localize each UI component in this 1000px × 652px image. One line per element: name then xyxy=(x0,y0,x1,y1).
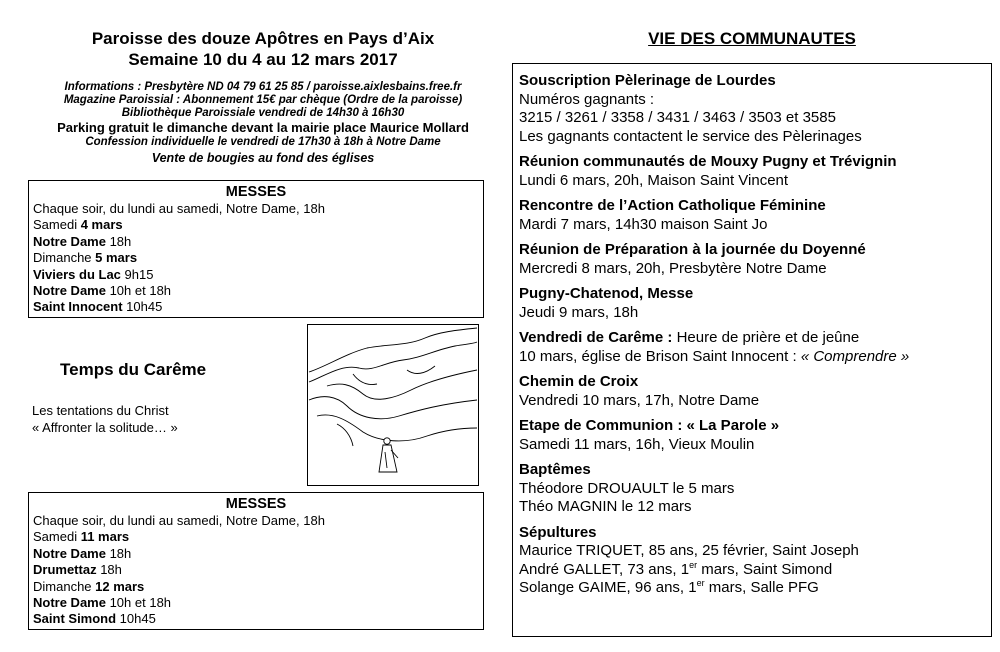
day-label: Dimanche xyxy=(33,250,96,266)
event-line: Mercredi 8 mars, 20h, Presbytère Notre Dame xyxy=(519,259,827,277)
event-title: Chemin de Croix xyxy=(519,373,639,390)
event-acf xyxy=(519,197,985,234)
lent-title: Temps du Carême xyxy=(60,360,207,379)
event-line xyxy=(519,348,985,367)
event-baptemes xyxy=(519,461,985,517)
event-line: Vendredi 10 mars, 17h, Notre Dame xyxy=(519,391,760,409)
event-line: Mardi 7 mars, 14h30 maison Saint Jo xyxy=(519,215,768,233)
daily-mass-line: Chaque soir, du lundi au samedi, Notre Dame, 18h xyxy=(33,513,325,528)
church: Saint Simond xyxy=(33,611,117,627)
mass-entry xyxy=(33,546,479,562)
line-part: mars, Salle PFG xyxy=(704,579,819,596)
mass-entry xyxy=(33,611,479,627)
church: Viviers du Lac xyxy=(33,266,121,282)
event-line: Théodore DROUAULT le 5 mars xyxy=(519,479,735,497)
church: Drumettaz xyxy=(33,562,97,578)
confession-line: Confession individuelle le vendredi de 17h30 à 18h à Notre Dame xyxy=(85,136,441,148)
day-label: Samedi xyxy=(33,529,81,545)
event-line xyxy=(519,561,985,580)
communities-box xyxy=(512,63,992,637)
saturday-line xyxy=(33,529,479,545)
date: 12 mars xyxy=(95,578,145,594)
lent-text xyxy=(32,402,178,436)
line-part: Solange GAIME, 96 ans, 1 xyxy=(519,579,697,596)
event-title-rest: Heure de prière et de jeûne xyxy=(672,329,860,346)
time: 10h45 xyxy=(116,611,156,627)
event-title: Sépultures xyxy=(519,523,597,541)
sunday-line xyxy=(33,250,479,266)
lent-line: Les tentations du Christ xyxy=(32,403,169,418)
masses-box-week2 xyxy=(28,492,484,630)
magazine-line: Magazine Paroissial : Abonnement 15€ par chèque (Ordre de la paroisse) xyxy=(63,94,463,106)
week-title: Semaine 10 du 4 au 12 mars 2017 xyxy=(128,50,398,69)
event-title xyxy=(519,329,985,348)
mass-entry xyxy=(33,562,479,578)
event-sepultures xyxy=(519,524,985,598)
daily-mass-line: Chaque soir, du lundi au samedi, Notre Dame, 18h xyxy=(33,201,325,216)
communities-title: VIE DES COMMUNAUTES xyxy=(648,29,856,48)
time: 9h15 xyxy=(120,266,154,282)
church: Notre Dame xyxy=(33,233,106,249)
event-line: Samedi 11 mars, 16h, Vieux Moulin xyxy=(519,435,755,453)
event-title-bold: Vendredi de Carême : xyxy=(519,329,673,346)
mass-entry xyxy=(33,234,479,250)
line-part: André GALLET, 73 ans, 1 xyxy=(519,560,690,578)
day-label: Dimanche xyxy=(33,578,96,594)
time: 18h xyxy=(105,233,132,249)
masses-title: MESSES xyxy=(225,184,287,200)
date: 11 mars xyxy=(80,529,130,545)
event-line: Maurice TRIQUET, 85 ans, 25 février, Saint Joseph xyxy=(519,542,859,559)
mass-entry xyxy=(33,283,479,299)
event-communion xyxy=(519,417,985,454)
event-title: Baptêmes xyxy=(519,461,591,478)
time: 10h et 18h xyxy=(105,595,172,611)
date: 4 mars xyxy=(80,217,123,233)
time: 10h et 18h xyxy=(105,283,172,299)
saturday-line xyxy=(33,217,479,233)
mass-entry xyxy=(33,595,479,611)
church: Saint Innocent xyxy=(33,299,123,315)
event-line: Lundi 6 mars, 20h, Maison Saint Vincent xyxy=(519,171,789,189)
event-title: Pugny-Chatenod, Messe xyxy=(519,285,694,302)
christ-desert-illustration xyxy=(307,324,479,486)
event-line: Numéros gagnants : xyxy=(519,90,655,108)
time: 18h xyxy=(96,562,122,578)
event-vendredi-careme xyxy=(519,329,985,366)
parking-line: Parking gratuit le dimanche devant la mairie place Maurice Mollard xyxy=(57,120,469,135)
event-title: Réunion communautés de Mouxy Pugny et Trévignin xyxy=(519,153,897,170)
ordinal-suffix: er xyxy=(689,559,698,570)
event-line: Les gagnants contactent le service des Pèlerinages xyxy=(519,127,862,145)
masses-title: MESSES xyxy=(225,496,287,512)
line-part: mars, Saint Simond xyxy=(697,560,833,578)
time: 18h xyxy=(105,545,132,561)
masses-box-week1 xyxy=(28,180,484,318)
event-title: Réunion de Préparation à la journée du Doyenné xyxy=(519,241,866,258)
event-title: Souscription Pèlerinage de Lourdes xyxy=(519,72,776,89)
church: Notre Dame xyxy=(33,283,106,299)
time: 10h45 xyxy=(122,299,163,315)
event-chemin-croix xyxy=(519,373,985,410)
candles-line: Vente de bougies au fond des églises xyxy=(151,151,375,165)
event-line: Jeudi 9 mars, 18h xyxy=(519,303,639,321)
lent-line: « Affronter la solitude… » xyxy=(32,420,178,435)
event-mouxy xyxy=(519,153,985,190)
mass-entry xyxy=(33,267,479,283)
event-title: Etape de Communion : « La Parole » xyxy=(519,417,780,434)
church: Notre Dame xyxy=(33,545,106,561)
library-line: Bibliothèque Paroissiale vendredi de 14h30 à 16h30 xyxy=(121,107,405,119)
event-line-italic: « Comprendre » xyxy=(800,347,910,365)
info-line: Informations : Presbytère ND 04 79 61 25 85 / paroisse.aixlesbains.free.fr xyxy=(64,81,462,93)
parish-title: Paroisse des douze Apôtres en Pays d’Aix xyxy=(91,29,435,48)
event-title: Rencontre de l’Action Catholique Féminine xyxy=(519,197,826,214)
event-doyenne xyxy=(519,241,985,278)
event-pugny xyxy=(519,285,985,322)
ordinal-suffix: er xyxy=(696,578,705,588)
event-lourdes xyxy=(519,72,985,146)
mass-entry xyxy=(33,299,479,315)
event-line-text: 10 mars, église de Brison Saint Innocent : xyxy=(519,347,801,365)
sunday-line xyxy=(33,579,479,595)
date: 5 mars xyxy=(95,250,138,266)
event-line xyxy=(519,579,985,598)
event-line: 3215 / 3261 / 3358 / 3431 / 3463 / 3503 et 3585 xyxy=(519,109,836,126)
day-label: Samedi xyxy=(33,217,81,233)
church: Notre Dame xyxy=(33,595,106,611)
event-line: Théo MAGNIN le 12 mars xyxy=(519,498,692,515)
